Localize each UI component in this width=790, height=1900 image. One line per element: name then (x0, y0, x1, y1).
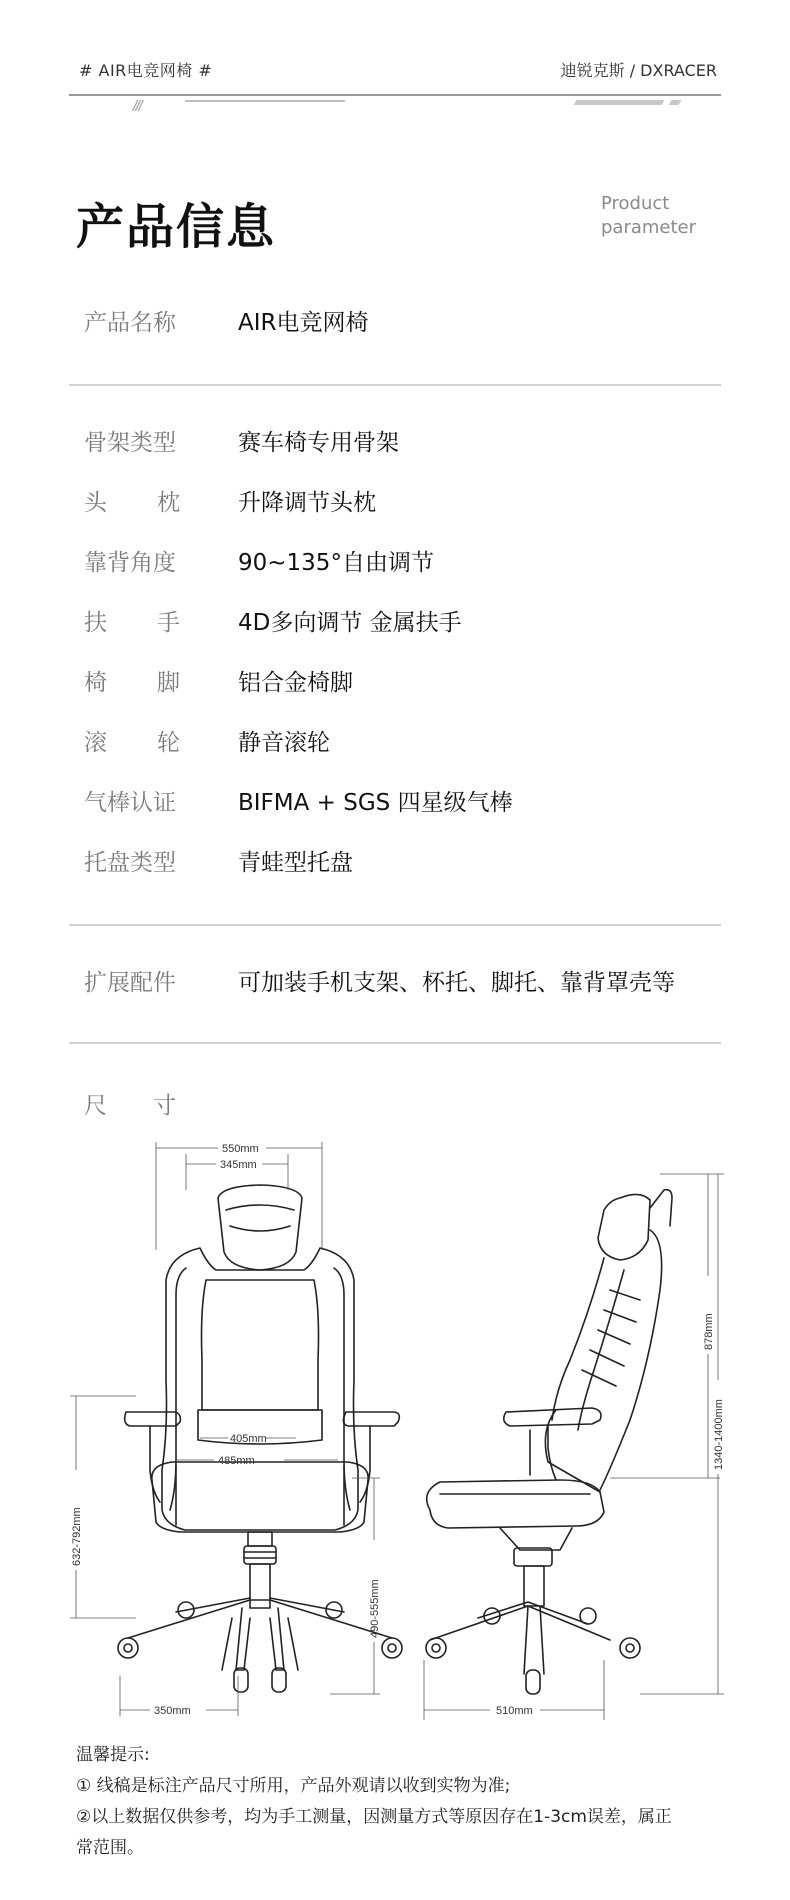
spec-value: AIR电竞网椅 (238, 310, 369, 336)
dim-depth: 510mm (496, 1705, 533, 1717)
spec-value: 可加装手机支架、杯托、脚托、靠背罩壳等 (238, 970, 675, 996)
spec-label-char: 枕 (157, 490, 180, 516)
decor-slash: /// (133, 99, 142, 114)
spec-value: 铝合金椅脚 (238, 670, 353, 696)
decor-bar-left (185, 100, 345, 102)
spec-value: BIFMA + SGS 四星级气棒 (238, 790, 513, 816)
dim-seat-outer: 485mm (218, 1455, 255, 1467)
dim-total-height: 1340-1400mm (713, 1399, 725, 1470)
page-subtitle (601, 192, 696, 240)
size-section-label (84, 1087, 176, 1120)
header-divider (69, 94, 721, 96)
spec-label-char: 头 (84, 490, 107, 516)
subtitle-line-1: Product (601, 193, 670, 214)
spec-label (84, 606, 180, 640)
notes-title: 温馨提示: (76, 1745, 150, 1765)
chair-dimension-drawing (0, 1130, 790, 1717)
spec-value: 4D多向调节 金属扶手 (238, 610, 462, 636)
spec-label-char: 扶 (84, 610, 107, 636)
subtitle-line-2: parameter (601, 217, 697, 238)
header-right: 迪锐克斯 / DXRACER (560, 61, 717, 80)
spec-label (84, 486, 180, 520)
spec-label-char: 手 (157, 610, 180, 636)
notes-line-2: ②以上数据仅供参考，均为手工测量，因测量方式等原因存在1-3cm误差，属正 (76, 1807, 672, 1827)
notes-section (76, 1740, 716, 1864)
spec-value: 青蛙型托盘 (238, 850, 353, 876)
dim-base-offset: 350mm (154, 1705, 191, 1717)
spec-value: 赛车椅专用骨架 (238, 430, 399, 456)
spec-label (84, 666, 180, 700)
spec-label-char: 滚 (84, 730, 107, 756)
section-divider (69, 1042, 721, 1044)
spec-label: 扩展配件 (84, 970, 176, 996)
spec-label: 托盘类型 (84, 850, 176, 876)
spec-label: 产品名称 (84, 310, 176, 336)
section-divider (69, 924, 721, 926)
spec-value: 静音滚轮 (238, 730, 330, 756)
section-divider (69, 384, 721, 386)
dim-armrest-height: 632-792mm (71, 1507, 83, 1566)
notes-line-1: ① 线稿是标注产品尺寸所用，产品外观请以收到实物为准; (76, 1776, 511, 1796)
spec-label: 气棒认证 (84, 790, 176, 816)
spec-label-char: 椅 (84, 670, 107, 696)
spec-value: 升降调节头枕 (238, 490, 376, 516)
dim-width-headrest: 345mm (220, 1159, 257, 1171)
size-label-char: 寸 (153, 1093, 176, 1119)
dim-back-height: 878mm (703, 1313, 715, 1350)
notes-line-3: 常范围。 (76, 1838, 144, 1858)
page-title: 产品信息 (76, 199, 277, 255)
spec-value: 90~135°自由调节 (238, 550, 434, 576)
spec-label-char: 脚 (157, 670, 180, 696)
size-label-char: 尺 (84, 1093, 107, 1119)
dim-seat-height: 490-555mm (369, 1579, 381, 1638)
decor-bar-right (574, 100, 665, 105)
dim-seat-inner: 405mm (230, 1433, 267, 1445)
dim-width-outer: 550mm (222, 1143, 259, 1155)
decor-bar-right-small (669, 100, 682, 105)
spec-label: 靠背角度 (84, 550, 176, 576)
header-left: # AIR电竞网椅 # (79, 61, 213, 80)
spec-label-char: 轮 (157, 730, 180, 756)
side-view-chair (426, 1190, 672, 1694)
spec-label (84, 726, 180, 760)
spec-label: 骨架类型 (84, 430, 176, 456)
